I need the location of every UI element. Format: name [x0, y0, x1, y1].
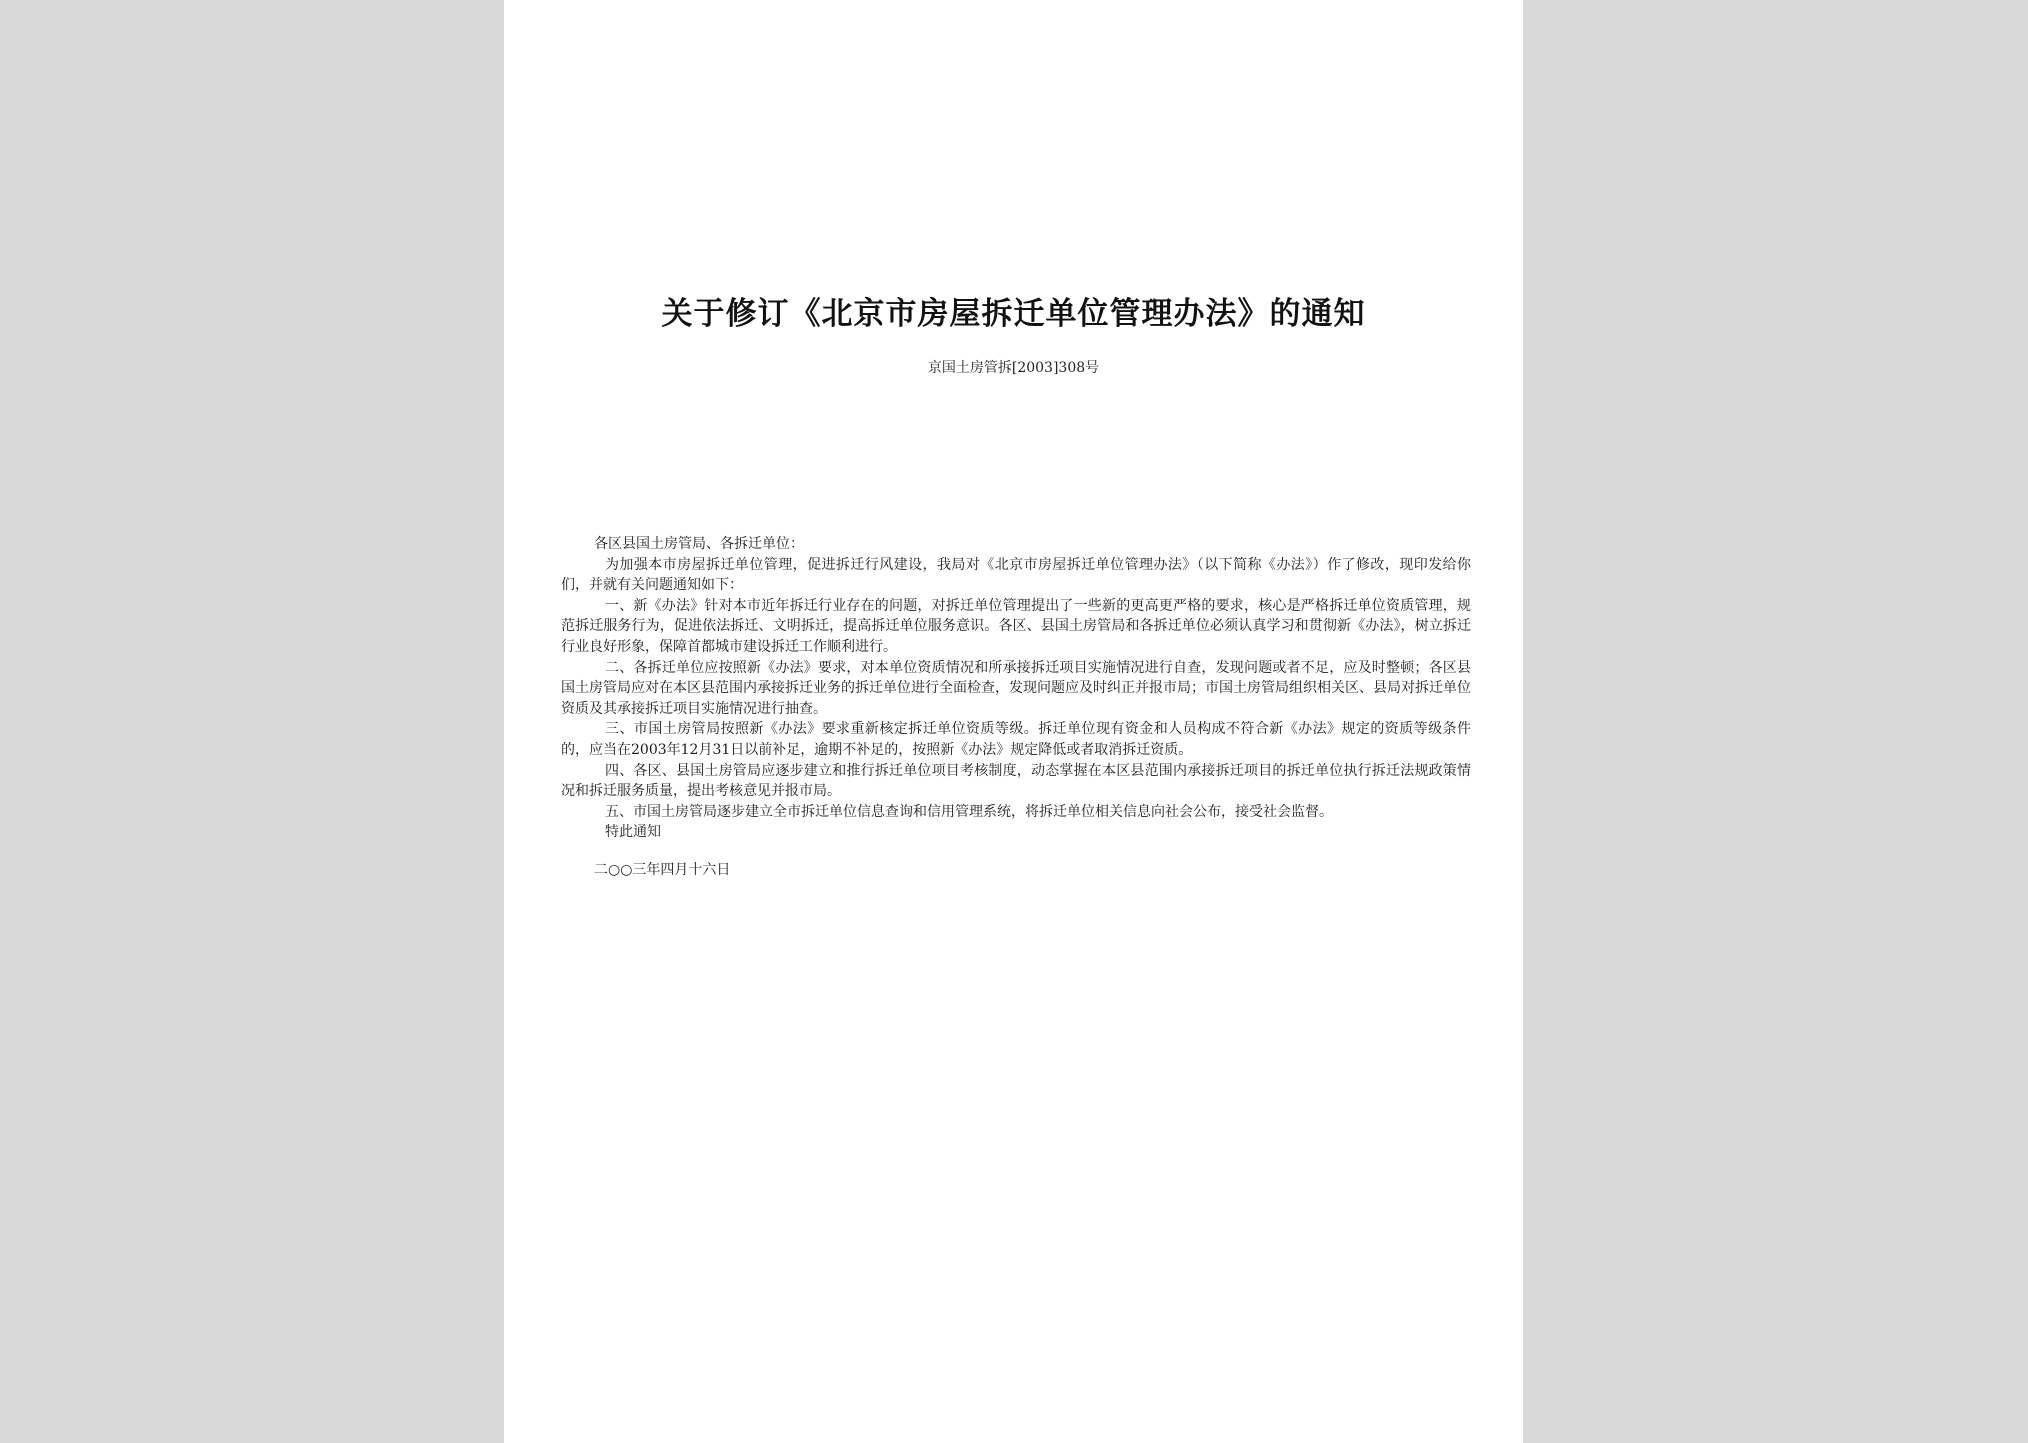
document-body: [561, 534, 1471, 843]
document-date: 二○○三年四月十六日: [594, 862, 731, 878]
paragraph-intro: 为加强本市房屋拆迁单位管理，促进拆迁行风建设，我局对《北京市房屋拆迁单位管理办法》（以下简称《办法》）作了修改，现印发给你们，并就有关问题通知如下：: [561, 556, 1471, 594]
paragraph-item-1: 一、新《办法》针对本市近年拆迁行业存在的问题，对拆迁单位管理提出了一些新的更高更严格的要求，核心是严格拆迁单位资质管理，规范拆迁服务行为，促进依法拆迁、文明拆迁，提高拆迁单位服务意识。各区、县国土房管局和各拆迁单位必须认真学习和贯彻新《办法》，树立拆迁行业良好形象，保障首都城市建设拆迁工作顺利进行。: [561, 597, 1471, 655]
document-title: 关于修订《北京市房屋拆迁单位管理办法》的通知: [661, 296, 1366, 332]
paragraph-item-2: 二、各拆迁单位应按照新《办法》要求，对本单位资质情况和所承接拆迁项目实施情况进行自查，发现问题或者不足，应及时整顿；各区县国土房管局应对在本区县范围内承接拆迁业务的拆迁单位进行全面检查，发现问题应及时纠正并报市局；市国土房管局组织相关区、县局对拆迁单位资质及其承接拆迁项目实施情况进行抽查。: [561, 659, 1471, 717]
closing-line: 特此通知: [605, 824, 661, 841]
paragraph-item-5: 五、市国土房管局逐步建立全市拆迁单位信息查询和信用管理系统，将拆迁单位相关信息向社会公布，接受社会监督。: [605, 803, 1333, 820]
paragraph-item-4: 四、各区、县国土房管局应逐步建立和推行拆迁单位项目考核制度，动态掌握在本区县范围内承接拆迁项目的拆迁单位执行拆迁法规政策情况和拆迁服务质量，提出考核意见并报市局。: [561, 762, 1471, 800]
paragraph-item-3: 三、市国土房管局按照新《办法》要求重新核定拆迁单位资质等级。拆迁单位现有资金和人员构成不符合新《办法》规定的资质等级条件的，应当在2003年12月31日以前补足，逾期不补足的，按照新《办法》规定降低或者取消拆迁资质。: [561, 721, 1471, 758]
document-page: [504, 0, 1523, 1443]
salutation: 各区县国土房管局、各拆迁单位：: [594, 536, 804, 552]
document-number: 京国土房管拆[2003]308号: [927, 360, 1100, 376]
